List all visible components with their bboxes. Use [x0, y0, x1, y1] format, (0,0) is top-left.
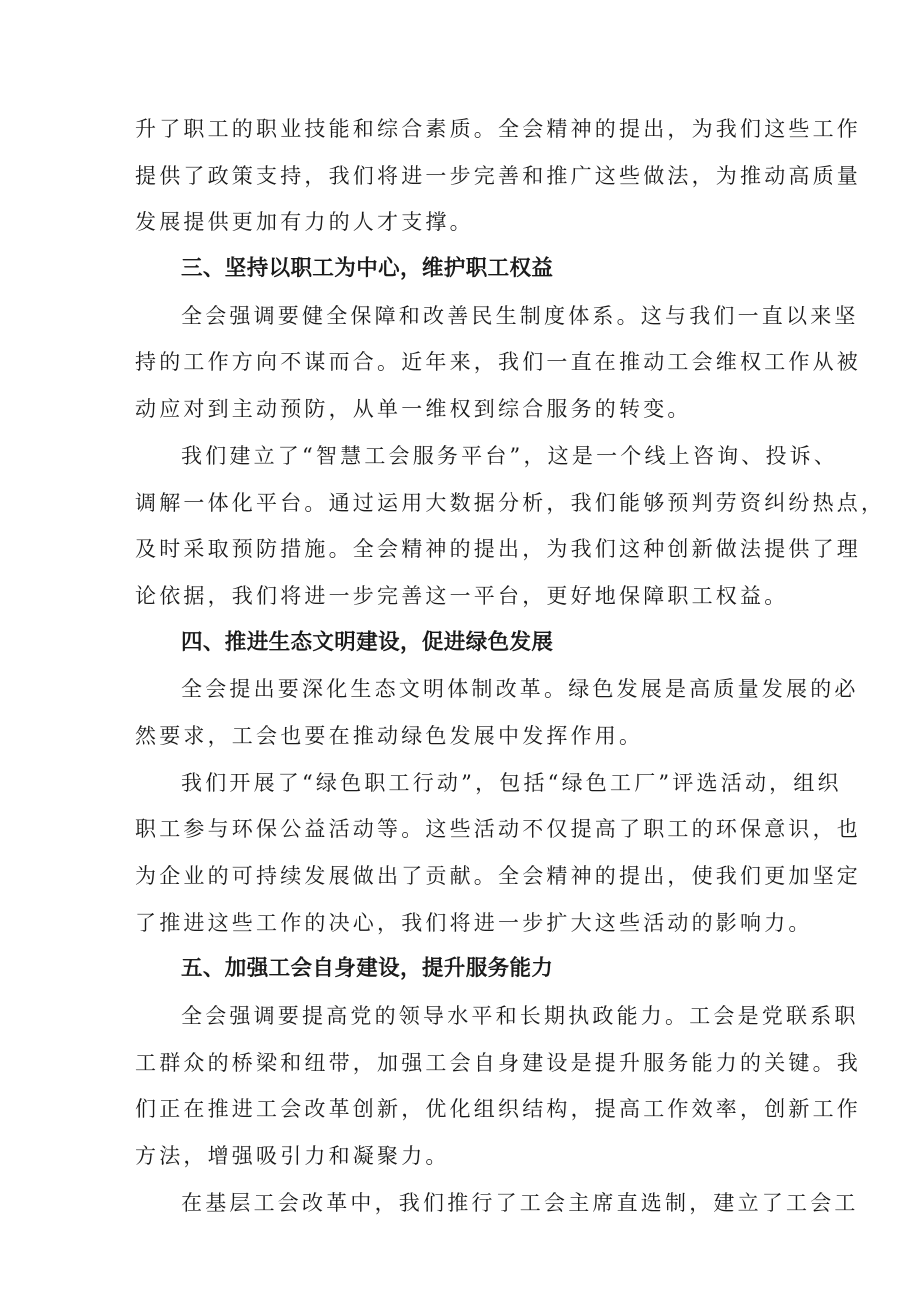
section-heading-5: 五、加强工会自身建设，提升服务能力: [181, 956, 554, 982]
body-text-line: 全会提出要深化生态文明体制改革。绿色发展是高质量发展的必: [181, 677, 859, 702]
body-text-line: 了推进这些工作的决心，我们将进一步扩大这些活动的影响力。: [135, 910, 813, 935]
body-text-line: 我们建立了“智慧工会服务平台”，这是一个线上咨询、投诉、: [181, 443, 839, 468]
body-text-line: 们正在推进工会改革创新，优化组织结构，提高工作效率，创新工作: [135, 1097, 861, 1122]
body-text-line: 升了职工的职业技能和综合素质。全会精神的提出，为我们这些工作: [135, 117, 861, 141]
section-heading-3: 三、坚持以职工为中心，维护职工权益: [181, 256, 554, 282]
body-text-line: 提供了政策支持，我们将进一步完善和推广这些做法，为推动高质量: [135, 163, 861, 188]
body-text-line: 动应对到主动预防，从单一维权到综合服务的转变。: [135, 397, 692, 422]
section-heading-4: 四、推进生态文明建设，促进绿色发展: [181, 629, 554, 655]
body-text-line: 持的工作方向不谋而合。近年来，我们一直在推动工会维权工作从被: [135, 350, 861, 375]
body-text-line: 工群众的桥梁和纽带，加强工会自身建设是提升服务能力的关键。我: [135, 1050, 861, 1075]
body-text-line: 在基层工会改革中，我们推行了工会主席直选制，建立了工会工: [181, 1190, 859, 1215]
body-text-line: 全会强调要健全保障和改善民生制度体系。这与我们一直以来坚: [181, 303, 859, 328]
body-text-line: 调解一体化平台。通过运用大数据分析，我们能够预判劳资纠纷热点，: [135, 490, 886, 515]
body-text-line: 我们开展了“绿色职工行动”，包括“绿色工厂”评选活动，组织: [181, 770, 842, 795]
body-text-line: 为企业的可持续发展做出了贡献。全会精神的提出，使我们更加坚定: [135, 864, 861, 888]
body-text-line: 全会强调要提高党的领导水平和长期执政能力。工会是党联系职: [181, 1004, 859, 1029]
body-text-line: 发展提供更加有力的人才支撑。: [135, 210, 474, 235]
body-text-line: 及时采取预防措施。全会精神的提出，为我们这种创新做法提供了理: [135, 537, 861, 562]
body-text-line: 论依据，我们将进一步完善这一平台，更好地保障职工权益。: [135, 583, 789, 608]
body-text-line: 然要求，工会也要在推动绿色发展中发挥作用。: [135, 723, 644, 748]
body-text-line: 方法，增强吸引力和凝聚力。: [135, 1144, 450, 1169]
body-text-line: 职工参与环保公益活动等。这些活动不仅提高了职工的环保意识，也: [135, 817, 861, 842]
